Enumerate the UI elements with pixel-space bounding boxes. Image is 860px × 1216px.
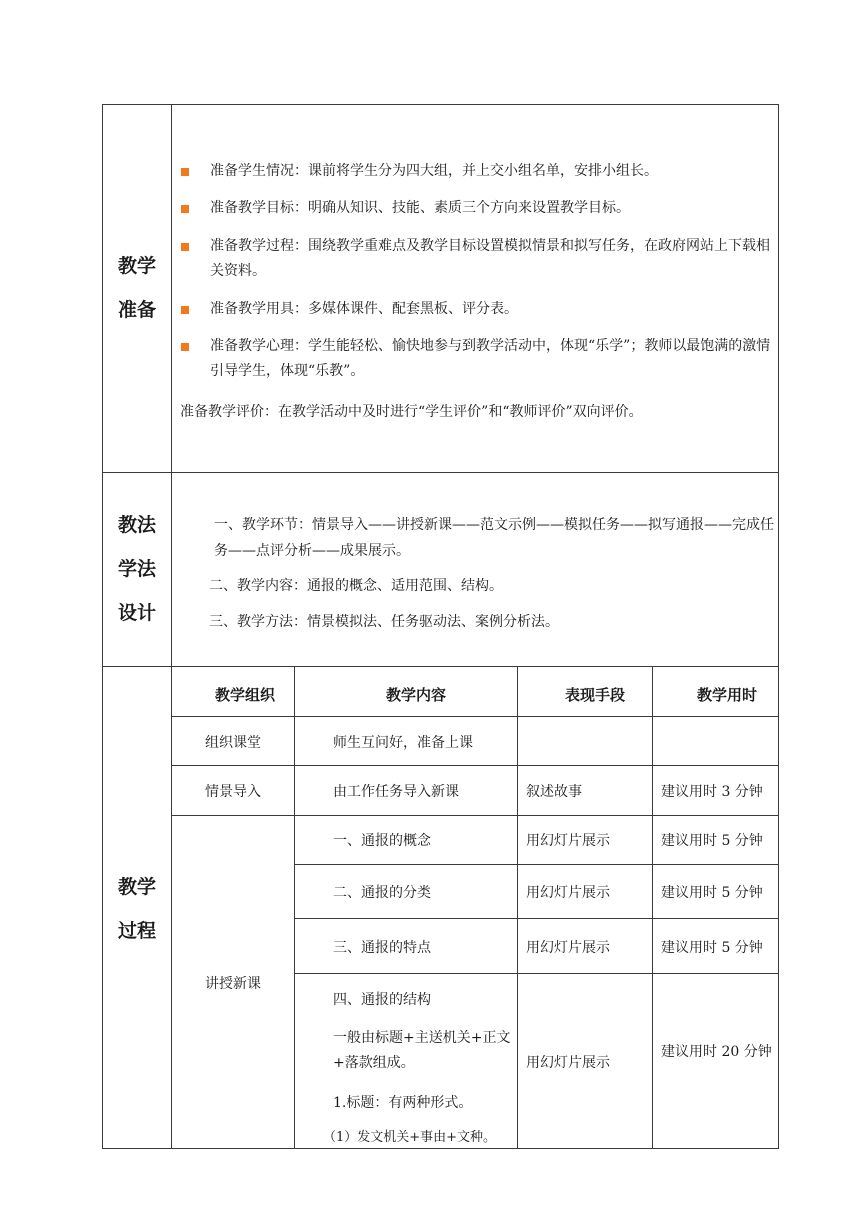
prep-label-line2: 准备 <box>117 299 156 321</box>
table-bottom-border <box>102 1148 779 1149</box>
method-line-content: 二、教学内容：通报的概念、适用范围、结构。 <box>209 578 503 594</box>
inner-divider-org <box>294 666 295 1149</box>
lecture-content-cell: 一、通报的概念 <box>333 833 431 849</box>
process-label-line2: 过程 <box>117 920 156 942</box>
prep-evaluation: 准备教学评价：在教学活动中及时进行“学生评价”和“教师评价”双向评价。 <box>180 404 643 420</box>
prep-item-process: 准备教学过程：围绕教学重难点及教学目标设置模拟情景和拟写任务，在政府网站上下载相关资料。 <box>210 238 770 279</box>
inner-row-line <box>171 716 779 717</box>
square-bullet-icon <box>181 168 189 176</box>
lecture-means-cell: 用幻灯片展示 <box>526 940 610 956</box>
row-content-cell: 由工作任务导入新课 <box>333 784 459 800</box>
lecture-means-cell: 用幻灯片展示 <box>526 885 610 901</box>
row-org-cell: 组织课堂 <box>205 735 261 751</box>
row-content-cell: 师生互问好，准备上课 <box>333 735 473 751</box>
square-bullet-icon <box>181 205 189 213</box>
lecture-content-cell: 二、通报的分类 <box>333 885 431 901</box>
prep-item-students: 准备学生情况：课前将学生分为四大组，并上交小组名单，安排小组长。 <box>210 163 658 179</box>
method-line-approach: 三、教学方法：情景模拟法、任务驱动法、案例分析法。 <box>209 614 559 630</box>
inner-row-line <box>294 973 779 974</box>
structure-point1a: （1）发文机关+事由+文种。 <box>323 1130 497 1145</box>
inner-divider-content <box>517 666 518 1149</box>
method-label <box>103 503 171 635</box>
structure-time-cell: 建议用时 20 分钟 <box>661 1044 772 1060</box>
inner-divider-means <box>652 666 653 1149</box>
row-org-cell: 情景导入 <box>205 784 261 800</box>
prep-item-tools: 准备教学用具：多媒体课件、配套黑板、评分表。 <box>210 301 518 317</box>
inner-row-line <box>171 815 779 816</box>
lecture-time-cell: 建议用时 5 分钟 <box>661 833 763 849</box>
lecture-org-cell: 讲授新课 <box>205 976 261 992</box>
prep-label-line1: 教学 <box>117 255 156 277</box>
prep-item-goals: 准备教学目标：明确从知识、技能、素质三个方向来设置教学目标。 <box>210 200 630 216</box>
square-bullet-icon <box>181 306 189 314</box>
row-divider-method <box>102 666 779 667</box>
process-label <box>103 865 171 953</box>
prep-label <box>103 244 171 332</box>
header-time: 教学用时 <box>697 686 758 704</box>
structure-title: 四、通报的结构 <box>333 992 431 1008</box>
row-means-cell: 叙述故事 <box>526 784 582 800</box>
lecture-content-cell: 三、通报的特点 <box>333 940 431 956</box>
table-top-border <box>102 104 779 105</box>
square-bullet-icon <box>181 243 189 251</box>
row-divider-prep <box>102 472 779 473</box>
row-time-cell: 建议用时 3 分钟 <box>661 784 763 800</box>
structure-desc: 一般由标题+主送机关+正文+落款组成。 <box>333 1030 511 1071</box>
header-org: 教学组织 <box>215 686 276 704</box>
method-label-line2: 学法 <box>117 558 156 580</box>
structure-means-cell: 用幻灯片展示 <box>526 1055 610 1071</box>
header-content: 教学内容 <box>386 686 447 704</box>
process-label-line1: 教学 <box>117 876 156 898</box>
inner-row-line <box>171 765 779 766</box>
method-line-steps: 一、教学环节：情景导入——讲授新课——范文示例——模拟任务——拟写通报——完成任务——点评分析——成果展示。 <box>214 517 774 559</box>
lecture-time-cell: 建议用时 5 分钟 <box>661 885 763 901</box>
method-label-line1: 教法 <box>117 514 156 536</box>
inner-row-line <box>294 864 779 865</box>
square-bullet-icon <box>181 343 189 351</box>
table-right-border <box>778 104 779 1149</box>
label-column-divider <box>171 104 172 1149</box>
header-means: 表现手段 <box>565 686 626 704</box>
lecture-means-cell: 用幻灯片展示 <box>526 833 610 849</box>
lecture-time-cell: 建议用时 5 分钟 <box>661 940 763 956</box>
prep-item-mindset: 准备教学心理：学生能轻松、愉快地参与到教学活动中，体现“乐学”；教师以最饱满的激情引导学生，体现“乐教”。 <box>210 338 771 379</box>
inner-row-line <box>294 918 779 919</box>
structure-point1: 1.标题：有两种形式。 <box>333 1095 473 1111</box>
method-label-line3: 设计 <box>117 602 156 624</box>
